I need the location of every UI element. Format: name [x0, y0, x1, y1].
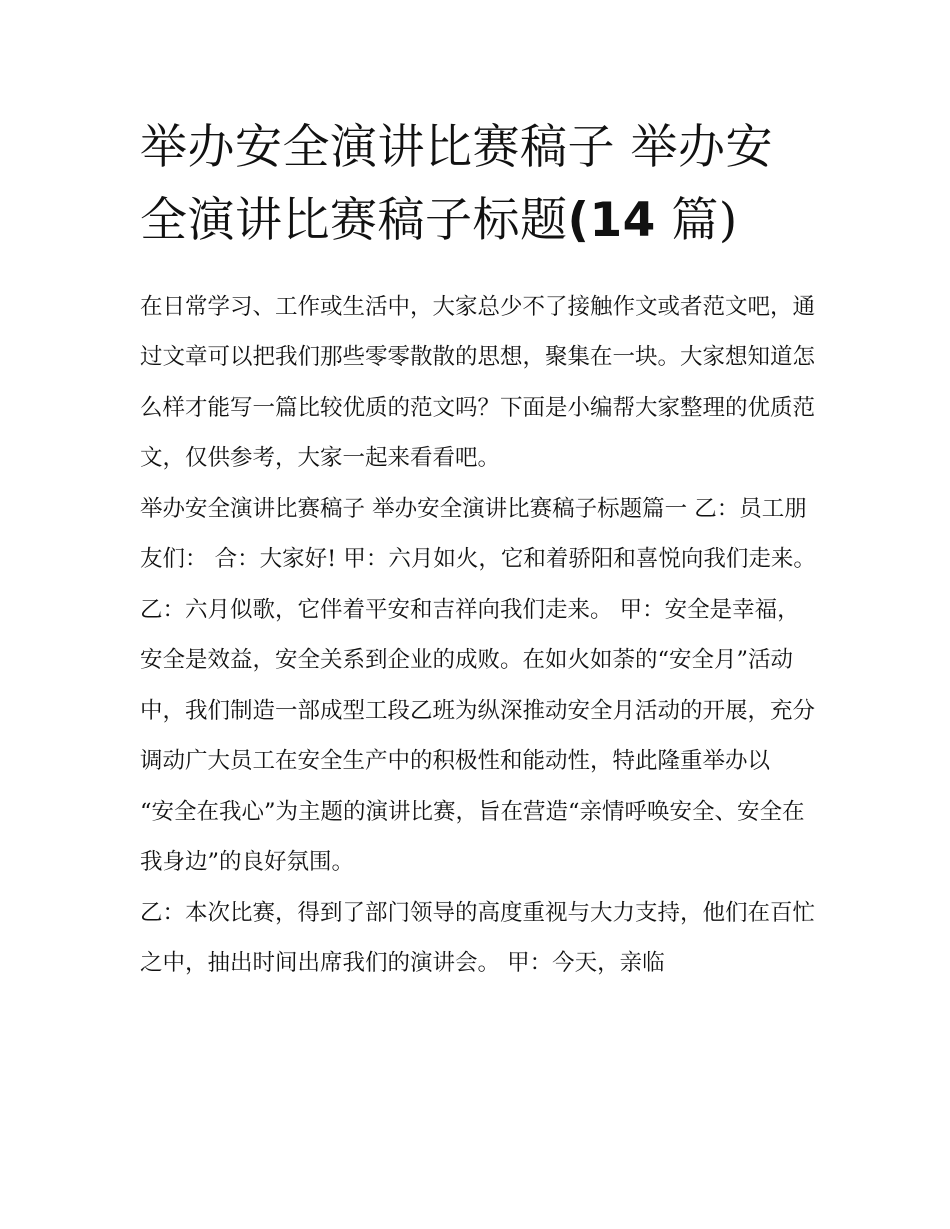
document-title: [140, 112, 820, 258]
document-body: [140, 282, 820, 989]
paragraph-4: 乙：本次比赛，得到了部门领导的高度重视与大力支持，他们在百忙之中，抽出时间出席我们的演讲会。 甲：今天，亲临: [140, 899, 816, 977]
title-line-2: 全演讲比赛稿子标题: [140, 192, 568, 248]
paragraph-3: “安全在我心”为主题的演讲比赛，旨在营造“亲情呼唤安全、安全在我身边”的良好氛围。: [140, 798, 805, 876]
paragraph-2: 乙：六月似歌，它伴着平安和吉祥向我们走来。 甲：安全是幸福，安全是效益，安全关系到企业的成败。在如火如荼的“安全月”活动中，我们制造一部成型工段乙班为纵深推动安全月活动的开展，充分调动广大员工在安全生产中的积极性和能动性，特此隆重举办以: [140, 596, 816, 775]
title-count-tail: 篇): [655, 192, 738, 248]
title-count: (14: [567, 192, 656, 248]
paragraph-1: 举办安全演讲比赛稿子 举办安全演讲比赛稿子标题篇一 乙：员工朋友们： 合：大家好! 甲：六月如火，它和着骄阳和喜悦向我们走来。: [140, 495, 816, 573]
document-page: [140, 112, 820, 989]
paragraph-intro: 在日常学习、工作或生活中，大家总少不了接触作文或者范文吧，通过文章可以把我们那些零零散散的思想，聚集在一块。大家想知道怎么样才能写一篇比较优质的范文吗？下面是小编帮大家整理的优质范文，仅供参考，大家一起来看看吧。: [140, 293, 816, 472]
title-line-1: 举办安全演讲比赛稿子 举办安: [140, 120, 773, 175]
